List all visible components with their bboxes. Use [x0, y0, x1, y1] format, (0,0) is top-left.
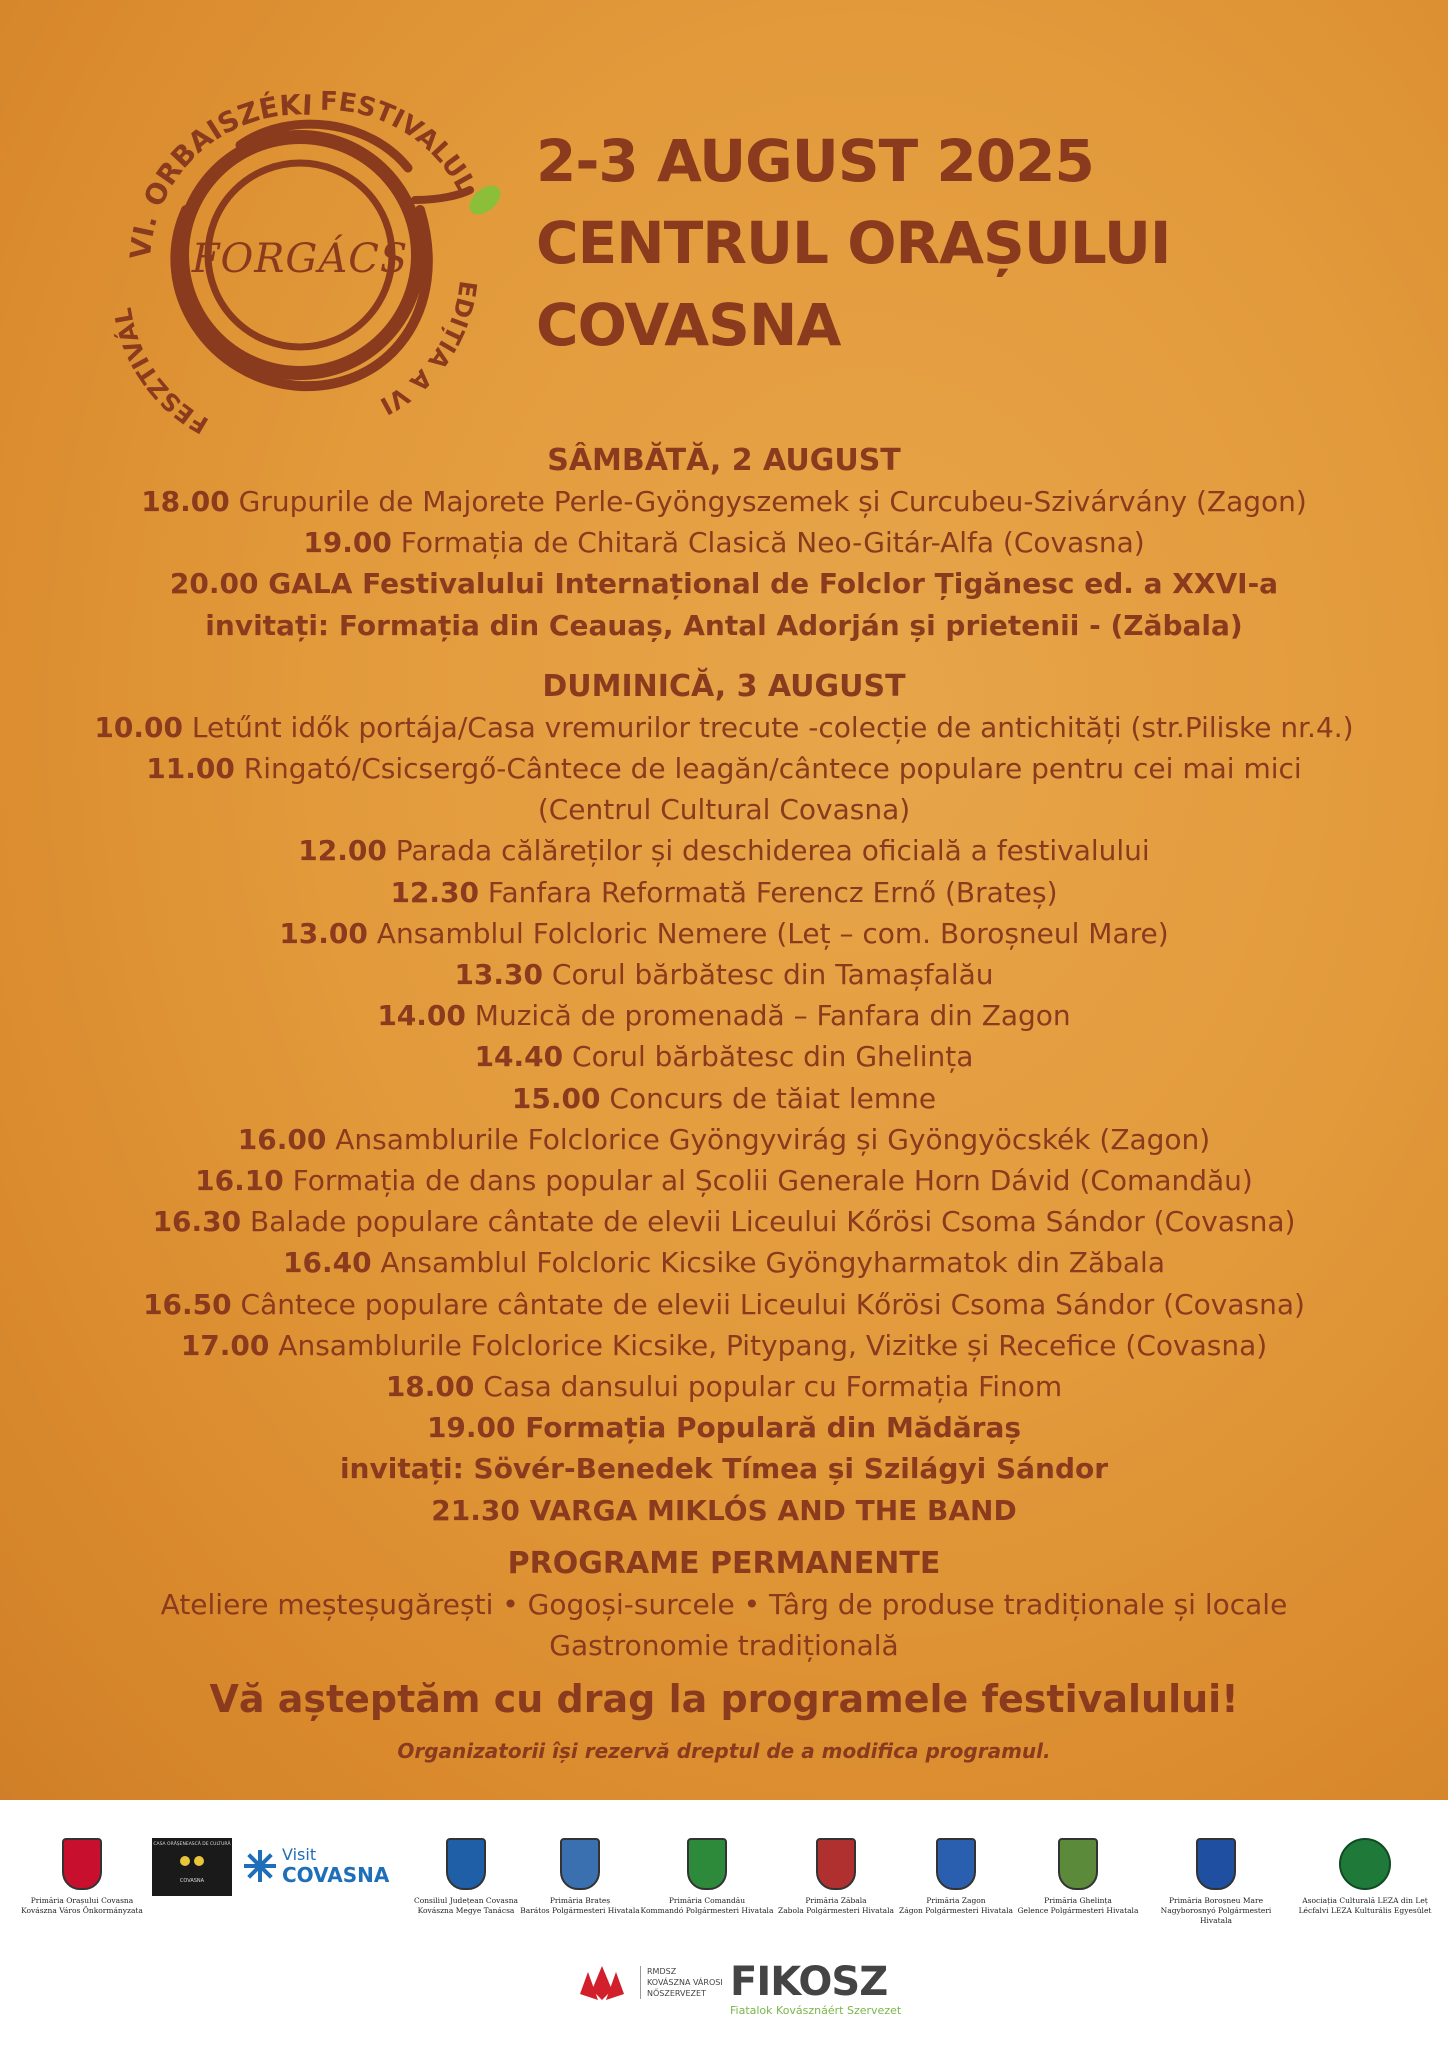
sponsors-footer — [0, 1800, 1448, 2048]
schedule-row: invitați: Sövér-Benedek Tímea și Szilágyi Sándor — [339, 1452, 1109, 1486]
schedule-row: 12.30 Fanfara Reformată Ferencz Ernő (Brateș) — [390, 875, 1058, 909]
tulip-icon — [570, 1960, 634, 2004]
culture-house-logo-icon: CASA ORĂȘENEASCĂ DE CULTURĂ COVASNA — [152, 1838, 232, 1896]
schedule-row: 21.30 VARGA MIKLÓS AND THE BAND — [431, 1493, 1017, 1527]
forgacs-logo-icon — [90, 50, 510, 450]
logo-wordmark: FORGÁCS — [191, 236, 409, 282]
schedule-row: 19.00 Formația Populară din Mădăraș — [426, 1411, 1022, 1445]
sunday-heading: DUMINICĂ, 3 AUGUST — [542, 668, 906, 704]
borosneu-crest-icon — [1196, 1838, 1236, 1890]
festival-logo — [90, 50, 510, 450]
schedule-row: 14.40 Corul bărbătesc din Ghelința — [474, 1040, 974, 1074]
schedule-row: 13.00 Ansamblul Folcloric Nemere (Leț – com. Boroșneul Mare) — [279, 916, 1169, 950]
partner-fikosz: FIKOSZ Fiatalok Kovásznáért Szervezet — [730, 1959, 902, 2017]
schedule-row: 14.00 Muzică de promenadă – Fanfara din Zagon — [377, 999, 1071, 1033]
svg-text:FESZTIVÁL: FESZTIVÁL — [108, 305, 214, 440]
schedule-row: 16.40 Ansamblul Folcloric Kicsike Gyöngyharmatok din Zăbala — [282, 1246, 1165, 1280]
event-place-line-2: COVASNA — [536, 291, 841, 359]
event-place-line-1: CENTRUL ORAȘULUI — [536, 209, 1171, 277]
schedule-row: 11.00 Ringató/Csicsergő-Cântece de leagăn/cântece populare pentru cei mai mici — [146, 752, 1302, 786]
schedule-row: 18.00 Casa dansului popular cu Formația Finom — [385, 1370, 1063, 1404]
permanent-heading: PROGRAME PERMANENTE — [507, 1545, 941, 1581]
event-date: 2-3 AUGUST 2025 — [536, 127, 1094, 195]
svg-text:VI. ORBAISZÉKI: VI. ORBAISZÉKI — [123, 88, 314, 261]
schedule-row: 16.00 Ansamblurile Folclorice Gyöngyvirág și Gyöngyöcskék (Zagon) — [237, 1122, 1211, 1156]
schedule-row: 17.00 Ansamblurile Folclorice Kicsike, Pitypang, Vizitke și Recefice (Covasna) — [180, 1328, 1268, 1362]
sponsor-logos — [0, 1838, 1448, 1948]
sponsor-ghelinta: Primăria Ghelința Gelence Polgármesteri Hivatala — [1008, 1838, 1148, 1916]
ghelinta-crest-icon — [1058, 1838, 1098, 1890]
schedule-row: 10.00 Letűnt idők portája/Casa vremurilor trecute -colecție de antichități (str.Piliske nr.4.) — [94, 710, 1354, 744]
sponsor-zagon: Primăria Zagon Zágon Polgármesteri Hivatala — [886, 1838, 1026, 1916]
schedule-row: 18.00 Grupurile de Majorete Perle-Gyöngyszemek și Curcubeu-Szivárvány (Zagon) — [141, 485, 1307, 518]
comandau-crest-icon — [687, 1838, 727, 1890]
sponsor-brates: Primăria Brateș Barátos Polgármesteri Hivatala — [510, 1838, 650, 1916]
schedule-row: (Centrul Cultural Covasna) — [537, 793, 911, 827]
zagon-crest-icon — [936, 1838, 976, 1890]
sponsor-culture-house — [150, 1838, 234, 1896]
schedule-row: 13.30 Corul bărbătesc din Tamașfalău — [454, 958, 994, 992]
snowflake-icon — [244, 1850, 276, 1882]
schedule-row: 20.00 GALA Festivalului Internațional de Folclor Țigănesc ed. a XXVI-a — [169, 567, 1279, 601]
disclaimer-note: Organizatorii își rezervă dreptul de a modifica programul. — [397, 1738, 1051, 1763]
schedule-row: 16.50 Cântece populare cântate de elevii Liceului Kőrösi Csoma Sándor (Covasna) — [143, 1287, 1305, 1321]
sponsor-county-council: Consiliul Județean Covasna Kovászna Megye Tanácsa — [396, 1838, 536, 1916]
schedule-row: 12.00 Parada călăreților și deschiderea oficială a festivalului — [298, 834, 1150, 868]
schedule-row: invitați: Formația din Ceauaș, Antal Adorján și prietenii - (Zăbala) — [205, 608, 1243, 642]
permanent-line-1: Ateliere meșteșugărești • Gogoși-surcele • Târg de produse tradiționale și locale — [160, 1587, 1288, 1621]
event-header — [536, 120, 1396, 366]
sponsor-visit-covasna: Visit COVASNA — [244, 1838, 404, 1886]
zabala-crest-icon — [816, 1838, 856, 1890]
schedule-row: 16.10 Formația de dans popular al Școlii Generale Horn Dávid (Comandău) — [195, 1164, 1253, 1198]
schedule-row: 16.30 Balade populare cântate de elevii Liceului Kőrösi Csoma Sándor (Covasna) — [152, 1205, 1296, 1239]
sponsor-comandau: Primăria Comandău Kommandó Polgármesteri Hivatala — [637, 1838, 777, 1916]
leza-emblem-icon — [1339, 1838, 1391, 1890]
permanent-line-2: Gastronomie tradițională — [549, 1628, 899, 1662]
partner-rmdsz: RMDSZ KOVÁSZNA VÁROSI NŐSZERVEZET — [570, 1960, 723, 2004]
schedule-row: 19.00 Formația de Chitară Clasică Neo-Gitár-Alfa (Covasna) — [303, 526, 1145, 560]
welcome-message: Vă așteptăm cu drag la programele festivalului! — [209, 1676, 1239, 1721]
sponsor-covasna-town: Primăria Orașului Covasna Kovászna Város Önkormányzata — [12, 1838, 152, 1916]
svg-text:FESTIVALUL: FESTIVALUL — [319, 86, 481, 199]
sponsor-zabala: Primăria Zăbala Zabola Polgármesteri Hivatala — [766, 1838, 906, 1916]
svg-text:EDIȚIA A VI-A: EDIȚIA A VI — [375, 279, 483, 421]
sponsor-leza: Asociația Culturală LEZA din Leț Lécfalvi LEZA Kulturális Egyesület — [1290, 1838, 1440, 1916]
county-crest-icon — [446, 1838, 486, 1890]
saturday-heading: SÂMBĂTĂ, 2 AUGUST — [547, 443, 901, 478]
schedule-row: 15.00 Concurs de tăiat lemne — [511, 1081, 937, 1115]
brates-crest-icon — [560, 1838, 600, 1890]
program-schedule — [0, 440, 1448, 1766]
sponsor-borosneu-mare: Primăria Boroșneu Mare Nagyborosnyó Polgármesteri Hivatala — [1146, 1838, 1286, 1926]
fikosz-wordmark: FIKOSZ — [730, 1959, 888, 2005]
covasna-crest-icon — [62, 1838, 102, 1890]
